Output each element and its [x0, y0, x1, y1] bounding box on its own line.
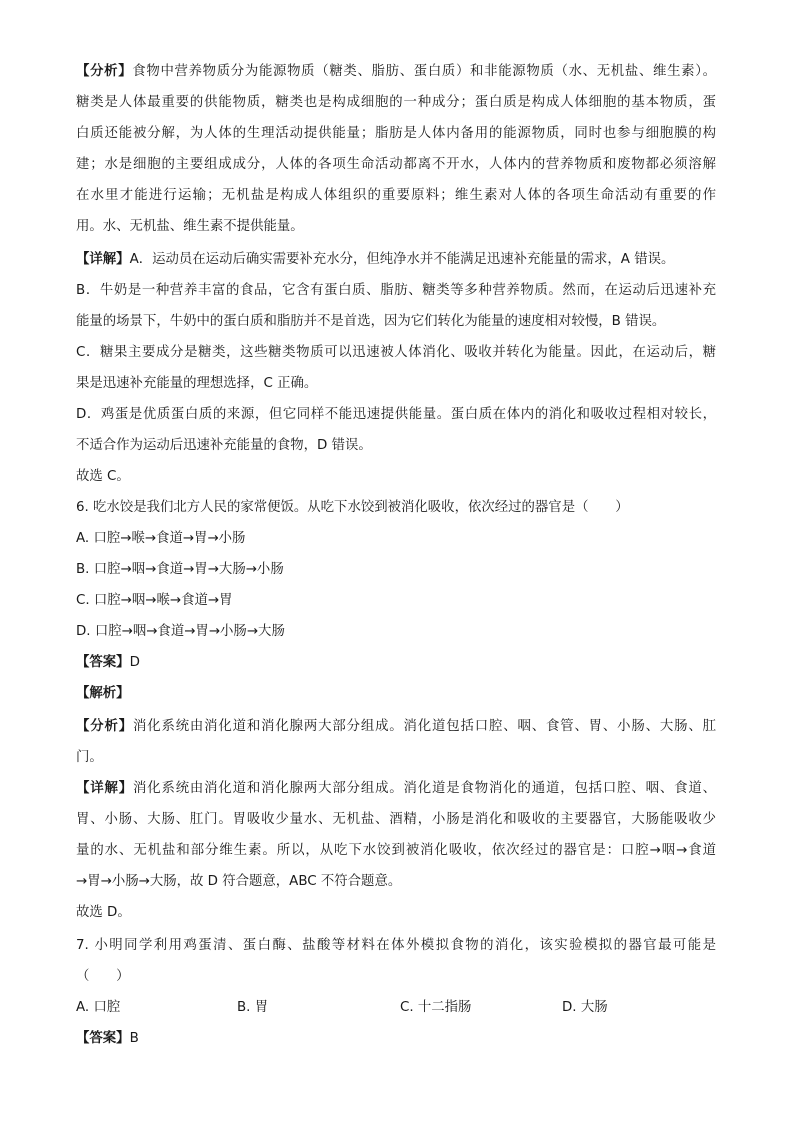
question-6-jiexi: [76, 684, 716, 704]
answer-value: D: [129, 655, 140, 670]
question-7-option-b: B. 胃: [237, 1000, 269, 1015]
question-6-detail-4: →胃→小肠→大肠，故 D 符合题意，ABC 不符合题意。: [76, 874, 402, 889]
analysis-line-1: 【分析】食物中营养物质分为能源物质（糖类、脂肪、蛋白质）和非能源物质（水、无机盐、维生素）。: [76, 64, 716, 79]
jiexi-tag: 【解析】: [76, 686, 130, 701]
question-6-option-a: A. 口腔→喉→食道→胃→小肠: [76, 531, 246, 546]
question-6-answer: [76, 653, 716, 673]
question-6-choose: 故选 D。: [76, 905, 131, 920]
analysis-line-5: 在水里才能进行运输；无机盐是构成人体组织的重要原料；维生素对人体的各项生命活动有重要的作: [76, 188, 716, 203]
detail-line-c2: 果是迅速补充能量的理想选择，C 正确。: [76, 376, 318, 391]
question-6-detail-2: 胃、小肠、大肠、肛门。胃吸收少量水、无机盐、酒精，小肠是消化和吸收的主要器官，大肠能吸收少: [76, 812, 716, 827]
question-6-option-c: C. 口腔→咽→喉→食道→胃: [76, 593, 233, 608]
question-7-option-a: A. 口腔: [76, 1000, 121, 1015]
answer-value: B: [129, 1031, 139, 1046]
detail-line-b1: B．牛奶是一种营养丰富的食品，它含有蛋白质、脂肪、糖类等多种营养物质。然而，在运动后迅速补充: [76, 283, 716, 298]
question-7-stem-2: （ ）: [76, 969, 130, 984]
question-7-option-c: C. 十二指肠: [400, 1000, 472, 1015]
question-6-option-d: D. 口腔→咽→食道→胃→小肠→大肠: [76, 624, 285, 639]
analysis-line-4: 建；水是细胞的主要组成成分，人体的各项生命活动都离不开水，人体内的营养物质和废物都必须溶解: [76, 157, 716, 172]
question-6-detail-3: 量的水、无机盐和部分维生素。所以，从吃下水饺到被消化吸收，依次经过的器官是：口腔→咽→食道: [76, 843, 716, 858]
question-7-answer: [76, 1029, 716, 1049]
question-7-stem-1: 7. 小明同学利用鸡蛋清、蛋白酶、盐酸等材料在体外模拟食物的消化，该实验模拟的器官最可能是: [76, 938, 716, 953]
detail-line-d2: 不适合作为运动后迅速补充能量的食物，D 错误。: [76, 438, 372, 453]
analysis-tag: 【分析】: [76, 64, 133, 79]
analysis-line-3: 白质还能被分解，为人体的生理活动提供能量；脂肪是人体内备用的能源物质，同时也参与细胞膜的构: [76, 126, 716, 141]
detail-line-a: 【详解】A．运动员在运动后确实需要补充水分，但纯净水并不能满足迅速补充能量的需求，A 错误。: [76, 252, 675, 267]
question-7-options: [76, 998, 716, 1018]
question-6-analysis-2: 门。: [76, 750, 103, 765]
answer-tag: 【答案】: [76, 655, 130, 670]
detail-choose: 故选 C。: [76, 469, 130, 484]
question-6-analysis-1: 【分析】消化系统由消化道和消化腺两大部分组成。消化道包括口腔、咽、食管、胃、小肠、大肠、肛: [76, 719, 716, 734]
question-6-option-b: B. 口腔→咽→食道→胃→大肠→小肠: [76, 562, 284, 577]
detail-line-c1: C．糖果主要成分是糖类，这些糖类物质可以迅速被人体消化、吸收并转化为能量。因此，在运动后，糖: [76, 345, 716, 360]
answer-tag: 【答案】: [76, 1031, 130, 1046]
analysis-line-6: 用。水、无机盐、维生素不提供能量。: [76, 219, 304, 234]
question-6-stem: 6. 吃水饺是我们北方人民的家常便饭。从吃下水饺到被消化吸收，依次经过的器官是（ ）: [76, 500, 629, 515]
detail-line-d1: D．鸡蛋是优质蛋白质的来源，但它同样不能迅速提供能量。蛋白质在体内的消化和吸收过程相对较长，: [76, 407, 716, 422]
question-6-detail-1: 【详解】消化系统由消化道和消化腺两大部分组成。消化道是食物消化的通道，包括口腔、咽、食道、: [76, 781, 716, 796]
analysis-line-2: 糖类是人体最重要的供能物质，糖类也是构成细胞的一种成分；蛋白质是构成人体细胞的基本物质，蛋: [76, 95, 716, 110]
question-7-option-d: D. 大肠: [562, 1000, 608, 1015]
detail-tag: 【详解】: [76, 252, 130, 267]
detail-line-b2: 能量的场景下，牛奶中的蛋白质和脂肪并不是首选，因为它们转化为能量的速度相对较慢，B 错误。: [76, 314, 666, 329]
